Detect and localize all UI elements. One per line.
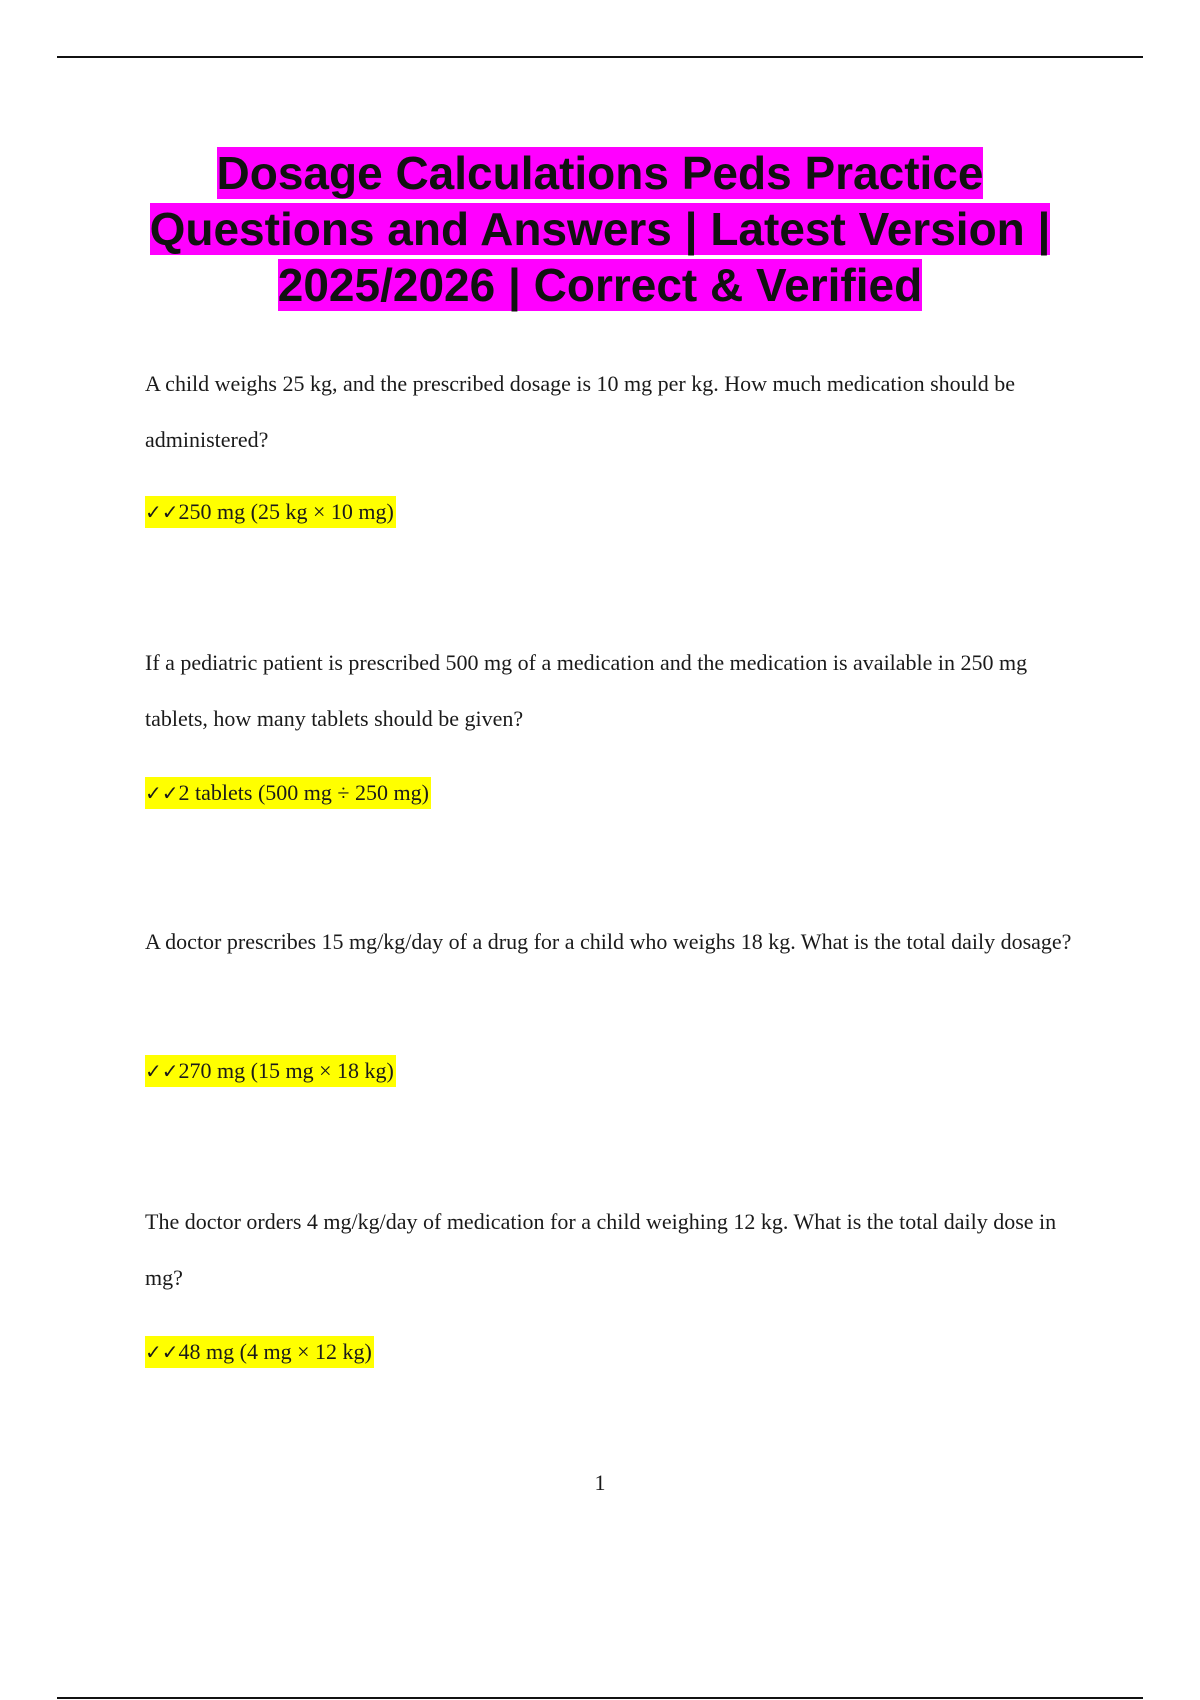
answer-4 <box>145 1336 374 1368</box>
answer-1-text: 250 mg (25 kg × 10 mg) <box>178 499 394 524</box>
answer-4-text: 48 mg (4 mg × 12 kg) <box>178 1339 372 1364</box>
document-title <box>100 145 1100 313</box>
page-number: 1 <box>594 1470 606 1495</box>
answer-2 <box>145 777 431 809</box>
answer-2-text: 2 tablets (500 mg ÷ 250 mg) <box>178 780 429 805</box>
footer-rule <box>57 1697 1143 1699</box>
answer-3 <box>145 1055 396 1087</box>
answer-3-text: 270 mg (15 mg × 18 kg) <box>178 1058 394 1083</box>
question-3: A doctor prescribes 15 mg/kg/day of a drug for a child who weighs 18 kg. What is the total daily dosage? <box>145 929 1072 954</box>
title-text: Dosage Calculations Peds Practice Questions and Answers | Latest Version | 2025/2026 | Correct & Verified <box>149 147 1051 311</box>
double-check-icon: ✓✓ <box>145 1340 179 1364</box>
double-check-icon: ✓✓ <box>145 1059 179 1083</box>
answer-1 <box>145 496 396 528</box>
double-check-icon: ✓✓ <box>145 500 179 524</box>
header-rule <box>57 56 1143 58</box>
double-check-icon: ✓✓ <box>145 781 179 805</box>
question-1: A child weighs 25 kg, and the prescribed dosage is 10 mg per kg. How much medication should be administered? <box>145 371 1016 452</box>
question-2: If a pediatric patient is prescribed 500 mg of a medication and the medication is available in 250 mg tablets, how many tablets should be given? <box>145 650 1028 731</box>
question-4: The doctor orders 4 mg/kg/day of medication for a child weighing 12 kg. What is the total daily dose in mg? <box>145 1209 1057 1290</box>
